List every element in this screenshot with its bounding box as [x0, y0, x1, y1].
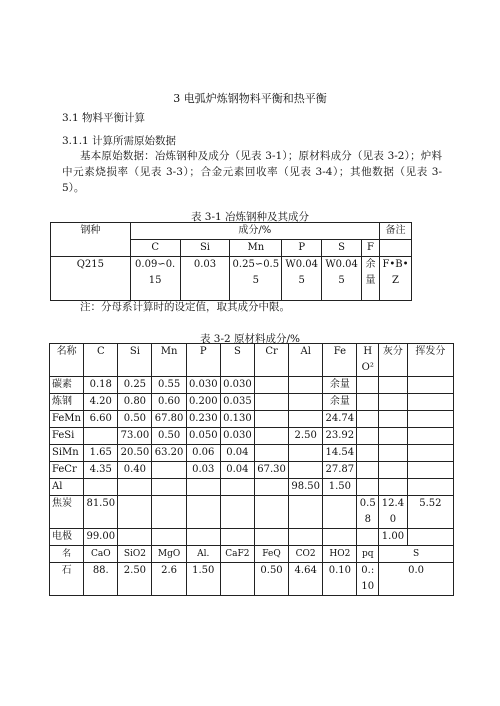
table2-cell: 0.04 [220, 462, 254, 479]
table2-cell: 0.40 [118, 462, 152, 479]
table2-cell [84, 479, 118, 496]
table2-cell: 0.050 [186, 428, 220, 445]
table2-last-cell: 0.:10 [357, 563, 379, 596]
table2-cell [289, 529, 323, 546]
table2-cell [118, 496, 152, 529]
table2-last-cell: 88. [84, 563, 118, 596]
table2-cell [254, 445, 288, 462]
table2-cell: 4.20 [84, 394, 118, 411]
table2-last-cell: 0.50 [254, 563, 288, 596]
table2-cell: 14.54 [323, 445, 357, 462]
table2-header-cell: HO² [357, 344, 379, 377]
table2-cell: 23.92 [323, 428, 357, 445]
table2-header-row [50, 344, 454, 377]
table2-last-cell: 石 [50, 563, 84, 596]
table2-cell: 73.00 [118, 428, 152, 445]
table2-cell: 99.00 [84, 529, 118, 546]
table2-cell [379, 394, 408, 411]
col-s: S [322, 240, 362, 257]
table2-row-limestone [50, 563, 454, 596]
table2-cell [323, 496, 357, 529]
table2-cell: 0.50 [152, 428, 186, 445]
table2-cell: 67.80 [152, 411, 186, 428]
table2-header-cell: S [220, 344, 254, 377]
table2-cell [186, 479, 220, 496]
table2-cell: 1.65 [84, 445, 118, 462]
material-name: 碳素 [50, 377, 84, 394]
table2-caption: 表 3-2 原材料成分/% [199, 333, 301, 345]
table2-row [50, 479, 454, 496]
table2-row [50, 496, 454, 529]
header-remark: 备注 [380, 223, 412, 240]
header-composition: 成分/% [130, 223, 379, 240]
table2-cell [152, 462, 186, 479]
table2-cell: 0.030 [220, 428, 254, 445]
table2-cell: 0.04 [220, 445, 254, 462]
table2-header-cell: Al [289, 344, 323, 377]
table2-cell [407, 428, 453, 445]
table2-cell [152, 496, 186, 529]
table2-cell [379, 411, 408, 428]
cell-f: 余量 [362, 257, 380, 301]
subsubsection-heading: 3.1.1 计算所需原始数据 [62, 135, 177, 147]
table2-cell [220, 496, 254, 529]
table2-cell [379, 428, 408, 445]
table2-cell [254, 496, 288, 529]
col-p: P [282, 240, 322, 257]
table2-cell [289, 462, 323, 479]
table1-note: 注：分母系计算时的设定值，取其成分中限。 [80, 301, 290, 313]
table2-cell: 0.06 [186, 445, 220, 462]
table2-cell [289, 394, 323, 411]
header-grade: 钢种 [51, 223, 131, 257]
table2-cell: 0.58 [357, 496, 379, 529]
table2-header-cell: 名称 [50, 344, 84, 377]
table2-cell: 0.035 [220, 394, 254, 411]
table2-cell [289, 496, 323, 529]
table2-header2-cell: CaO [84, 546, 118, 563]
table2-cell: 2.50 [289, 428, 323, 445]
table2-header2-cell: HO2 [323, 546, 357, 563]
table2-cell: 98.50 [289, 479, 323, 496]
table2-last-cell: 2.6 [152, 563, 186, 596]
intro-paragraph: 基本原始数据：冶炼钢种及成分（见表 3-1）；原材料成分（见表 3-2）；炉料中元素烧损率（见表 3-3）；合金元素回收率（见表 3-4）；其他数据（见表 3-5）。 [62, 150, 442, 194]
table2-cell [254, 529, 288, 546]
table2-cell [186, 496, 220, 529]
table2-cell: 1.00 [379, 529, 408, 546]
table2-header2-cell: FeQ [254, 546, 288, 563]
table2-cell: 0.25 [118, 377, 152, 394]
table2-header-cell: Fe [323, 344, 357, 377]
table2-header-row-2 [50, 546, 454, 563]
table2-cell [289, 445, 323, 462]
table2-cell [357, 411, 379, 428]
table2-cell [152, 479, 186, 496]
table2-cell [379, 462, 408, 479]
table2-cell [220, 479, 254, 496]
table2-header-cell: Cr [254, 344, 288, 377]
table2-cell [379, 479, 408, 496]
table2-cell: 0.18 [84, 377, 118, 394]
table2-header2-cell: SiO2 [118, 546, 152, 563]
table2-cell: 20.50 [118, 445, 152, 462]
table2-last-cell: 1.50 [186, 563, 220, 596]
material-name: Al [50, 479, 84, 496]
table2-cell [289, 377, 323, 394]
material-name: FeSi [50, 428, 84, 445]
table2-cell [254, 479, 288, 496]
table2-cell [186, 529, 220, 546]
table2-cell: 1.50 [323, 479, 357, 496]
subsection-heading: 3.1 物料平衡计算 [62, 112, 146, 124]
col-f: F [362, 240, 380, 257]
material-name: FeMn [50, 411, 84, 428]
table2-header-cell: 挥发分 [407, 344, 453, 377]
table2-header-cell: C [84, 344, 118, 377]
table2-cell: 0.03 [186, 462, 220, 479]
table2-cell: 4.35 [84, 462, 118, 479]
table2-cell: 0.030 [220, 377, 254, 394]
table2-row [50, 445, 454, 462]
table2-cell [407, 411, 453, 428]
table2-row [50, 462, 454, 479]
table2-cell: 0.60 [152, 394, 186, 411]
table2-cell: 27.87 [323, 462, 357, 479]
table2-cell [254, 377, 288, 394]
table2-row [50, 411, 454, 428]
table2-cell: 81.50 [84, 496, 118, 529]
table2-cell [379, 377, 408, 394]
material-name: 炼钢 [50, 394, 84, 411]
cell-s: W0.045 [322, 257, 362, 301]
table2-cell [407, 529, 453, 546]
table2-cell [84, 428, 118, 445]
steel-composition-table [50, 222, 412, 301]
table2-cell [152, 529, 186, 546]
table2-header2-cell: Al. [186, 546, 220, 563]
table2-cell: 余量 [323, 394, 357, 411]
table2-cell [289, 411, 323, 428]
cell-remark: F•B•Z [380, 257, 412, 301]
table2-cell [357, 445, 379, 462]
table2-last-cell: 0.0 [379, 563, 454, 596]
table2-cell [254, 394, 288, 411]
col-c: C [130, 240, 180, 257]
material-name: 电极 [50, 529, 84, 546]
cell-p: W0.045 [282, 257, 322, 301]
table2-header2-cell: pq [357, 546, 379, 563]
cell-grade: Q215 [51, 257, 131, 301]
table2-cell: 0.50 [118, 411, 152, 428]
table2-cell: 12.40 [379, 496, 408, 529]
table2-row [50, 428, 454, 445]
table2-cell: 余量 [323, 377, 357, 394]
table2-cell: 0.130 [220, 411, 254, 428]
remark-empty [380, 240, 412, 257]
table2-header-cell: 灰分 [379, 344, 408, 377]
col-mn: Mn [230, 240, 282, 257]
table2-cell [357, 394, 379, 411]
table2-cell [407, 462, 453, 479]
table2-header2-cell: CO2 [289, 546, 323, 563]
cell-c: 0.09∽0.15 [130, 257, 180, 301]
table2-cell: 0.030 [186, 377, 220, 394]
table2-cell [407, 377, 453, 394]
table2-row [50, 377, 454, 394]
table2-cell: 24.74 [323, 411, 357, 428]
table2-cell [357, 479, 379, 496]
table2-cell [357, 462, 379, 479]
table2-cell [254, 411, 288, 428]
table2-cell: 0.200 [186, 394, 220, 411]
table2-cell: 63.20 [152, 445, 186, 462]
table2-cell: 67.30 [254, 462, 288, 479]
cell-mn: 0.25∽0.55 [230, 257, 282, 301]
col-si: Si [180, 240, 230, 257]
table2-cell [357, 377, 379, 394]
material-name: 焦炭 [50, 496, 84, 529]
table2-last-cell [220, 563, 254, 596]
table2-header2-cell: S [379, 546, 454, 563]
section-title: 3 电弧炉炼钢物料平衡和热平衡 [173, 92, 327, 105]
table2-header-cell: P [186, 344, 220, 377]
table2-cell [254, 428, 288, 445]
table2-cell: 0.230 [186, 411, 220, 428]
table2-cell [220, 529, 254, 546]
table2-cell [118, 529, 152, 546]
table2-header2-cell: CaF2 [220, 546, 254, 563]
table2-cell: 6.60 [84, 411, 118, 428]
table2-header2-cell: MgO [152, 546, 186, 563]
table2-cell [407, 394, 453, 411]
table2-last-cell: 4.64 [289, 563, 323, 596]
table2-row [50, 529, 454, 546]
table2-cell [379, 445, 408, 462]
table2-header-cell: Mn [152, 344, 186, 377]
table2-last-cell: 0.10 [323, 563, 357, 596]
table2-cell [407, 479, 453, 496]
table1-caption: 表 3-1 冶炼钢种及其成分 [190, 211, 310, 223]
table2-last-cell: 2.50 [118, 563, 152, 596]
table2-cell: 5.52 [407, 496, 453, 529]
table2-cell [357, 428, 379, 445]
table2-header-cell: Si [118, 344, 152, 377]
table2-cell [118, 479, 152, 496]
raw-material-table [49, 343, 454, 596]
table2-cell: 0.55 [152, 377, 186, 394]
material-name: SiMn [50, 445, 84, 462]
table2-row [50, 394, 454, 411]
cell-si: 0.03 [180, 257, 230, 301]
table2-cell [407, 445, 453, 462]
table2-cell [323, 529, 357, 546]
table2-header2-cell: 名 [50, 546, 84, 563]
table2-cell: 0.80 [118, 394, 152, 411]
table2-cell [357, 529, 379, 546]
material-name: FeCr [50, 462, 84, 479]
